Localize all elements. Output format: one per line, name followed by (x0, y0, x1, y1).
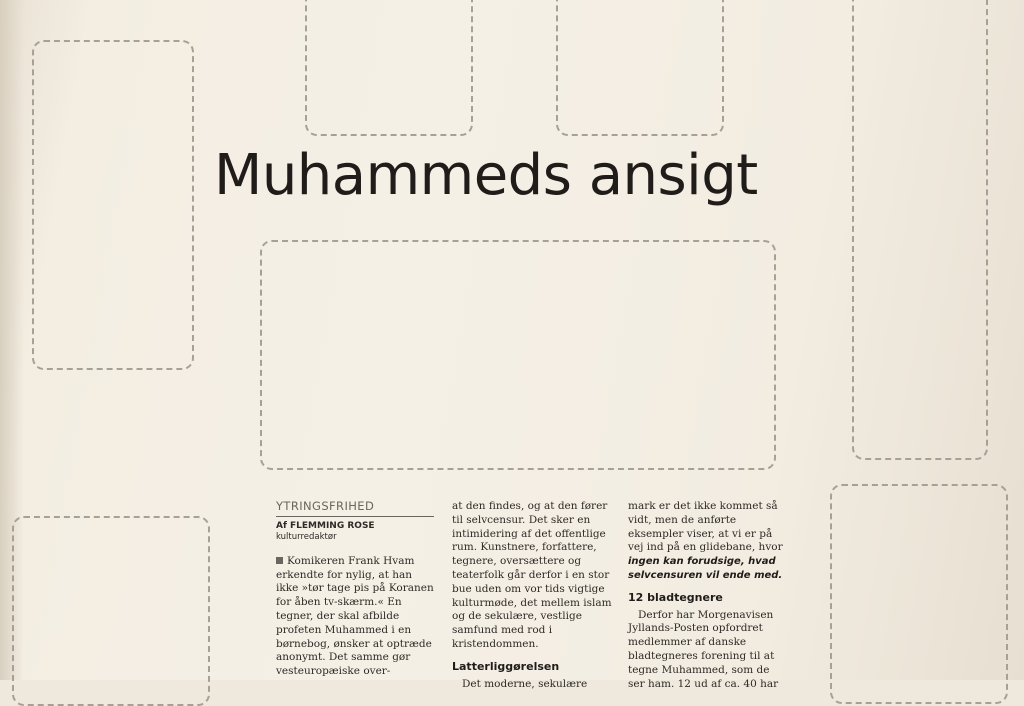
article-paragraph (276, 555, 434, 679)
column3-emphasis: ingen kan forudsige, hvad selvcensuren vil ende med. (628, 556, 783, 581)
section-kicker: YTRINGSFRIHED (276, 500, 434, 517)
column1-body: Komikeren Frank Hvam erkendte for nylig, at han ikke »tør tage pis på Koranen for åben tv-skærm.« En tegner, der skal afbilde profeten Muhammed i en børnebog, ønsker at optræde anonymt. Det samme gør vesteuropæiske over- (276, 554, 434, 678)
cartoon-frame-top-1 (305, 0, 473, 136)
lead-bullet-icon (276, 557, 283, 564)
article-column-1 (276, 500, 434, 679)
byline: Af FLEMMING ROSE (276, 520, 375, 531)
column2-body2: Det moderne, sekulære (462, 677, 588, 690)
subhead-latterliggoerelsen: Latterliggørelsen (452, 659, 560, 673)
cartoon-frame-top-2 (556, 0, 724, 136)
column3-body1-text: mark er det ikke kommet så vidt, men de anførte eksempler viser, at vi er på vej ind på en glidebane, hvor (628, 500, 783, 554)
column3-body2: Derfor har Morgenavisen Jyllands-Posten opfordret medlemmer af danske bladtegneres forening til at tegne Muhammed, som de ser ham. 12 ud af ca. 40 har (628, 608, 779, 690)
article-column-2 (452, 500, 612, 691)
headline: Muhammeds ansigt (214, 143, 758, 208)
column3-body1 (628, 500, 788, 583)
cartoon-frame-right-tall (852, 0, 988, 460)
cartoon-frame-right-bottom (830, 484, 1008, 704)
cartoon-frame-left-bottom (12, 516, 210, 706)
column2-body1: at den findes, og at den fører til selvcensur. Det sker en intimidering af det offentlige rum. Kunstnere, forfattere, tegnere, oversættere og teaterfolk går derfor i en stor bue uden om vor tids vigtige kulturmøde, det mellem islam og de sekulære, vestlige samfund med rod i kristendommen. (452, 500, 612, 650)
subhead-12-bladtegnere: 12 bladtegnere (628, 590, 723, 604)
article-column-3 (628, 500, 788, 691)
author-role: kulturredaktør (276, 531, 337, 542)
cartoon-frame-left-top (32, 40, 194, 370)
cartoon-frame-center (260, 240, 776, 470)
